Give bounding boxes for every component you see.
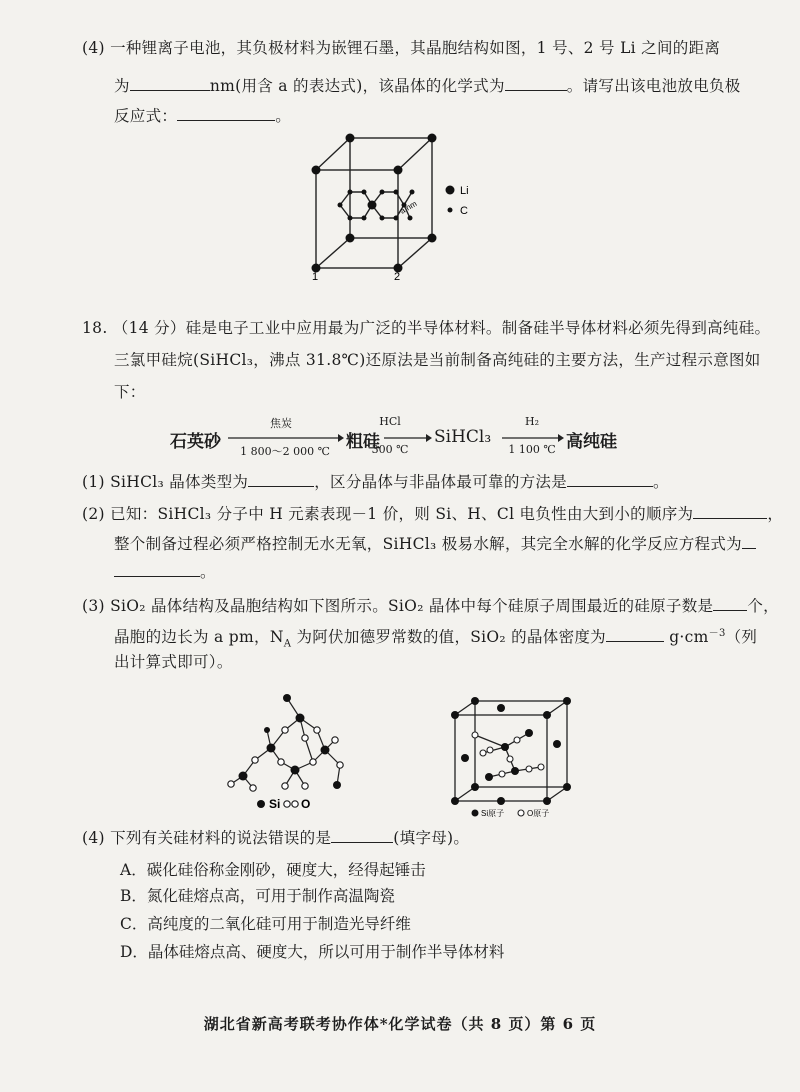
- option-b: [120, 886, 395, 906]
- option-b-text: B．氮化硅熔点高，可用于制作高温陶瓷: [120, 887, 395, 905]
- o-atom-legend-icon: [518, 810, 524, 816]
- option-a-text: A．碳化硅俗称金刚砂，硬度大，经得起锤击: [120, 861, 426, 879]
- li-graphite-unit-cell-figure: [300, 130, 500, 280]
- legend-si-label: Si: [269, 797, 281, 811]
- flow-condition-bottom: 1 800～2 000 ℃: [240, 445, 330, 458]
- arrow-icon: [502, 433, 564, 443]
- o-legend-icon: [292, 801, 298, 807]
- q17-4-text: (4) 一种锂离子电池，其负极材料为嵌锂石墨，其晶胞结构如图，1 号、2 号 Li 之间的距离: [82, 39, 721, 57]
- answer-blank[interactable]: [114, 562, 200, 577]
- answer-blank[interactable]: [331, 828, 393, 843]
- q18-3-text: g·cm: [663, 628, 709, 647]
- q18-3-text: 为阿伏加德罗常数的值，SiO₂ 的晶体密度为: [291, 628, 606, 647]
- legend-o-atom-label: O原子: [527, 809, 550, 818]
- q18-2-line3: [114, 562, 216, 582]
- arrow-icon: [228, 433, 344, 443]
- sio2-unit-cell-figure: [445, 695, 580, 820]
- q18-3-text: 晶胞的边长为 a pm，N: [114, 628, 284, 647]
- option-c-text: C．高纯度的二氧化硅可用于制造光导纤维: [120, 915, 411, 933]
- q17-4-line1: [82, 38, 720, 58]
- answer-blank[interactable]: [248, 472, 314, 487]
- option-d-text: D．晶体硅熔点高、硬度大，所以可用于制作半导体材料: [120, 943, 505, 961]
- flow-condition-bottom: 300 ℃: [371, 443, 409, 456]
- legend-o-label: O: [301, 797, 311, 811]
- answer-blank[interactable]: [567, 472, 653, 487]
- q17-4-line2: [114, 76, 741, 96]
- q18-2-text: ，: [767, 505, 784, 523]
- page-footer: 湖北省新高考联考协作体*化学试卷（共 8 页）第 6 页: [203, 1015, 597, 1033]
- si-legend-icon: [257, 800, 265, 808]
- option-c: [120, 914, 411, 934]
- q18-1-text: ，区分晶体与非晶体最可靠的方法是: [314, 473, 568, 491]
- q18-4-text: (填字母)。: [393, 829, 470, 847]
- q18-text: 18. （14 分）硅是电子工业中应用最为广泛的半导体材料。制备硅半导体材料必须先得到高纯硅。: [82, 319, 771, 337]
- c-legend-icon: [448, 208, 453, 213]
- q18-intro-line1: [82, 318, 770, 338]
- q17-4-text: nm(用含 a 的表达式)，该晶体的化学式为: [209, 77, 505, 95]
- answer-blank[interactable]: [177, 106, 275, 121]
- sio2-structure-figure: [225, 690, 375, 818]
- si-atom-legend-icon: [472, 810, 479, 817]
- legend-si-atom-label: Si原子: [481, 809, 505, 818]
- q17-4-text: 为: [114, 77, 130, 95]
- q18-3-line2: [114, 624, 757, 654]
- flow-condition-bottom: 1 100 ℃: [508, 443, 556, 456]
- q18-2-text: 。: [200, 563, 216, 581]
- answer-blank[interactable]: [130, 76, 210, 91]
- flow-condition-top: H₂: [524, 415, 539, 428]
- flow-node-sihcl3: SiHCl₃: [434, 427, 492, 447]
- flow-node-crude-silicon: 粗硅: [346, 432, 380, 452]
- flow-node-quartz-sand: 石英砂: [170, 432, 221, 452]
- distance-label: a nm: [398, 199, 419, 216]
- q18-1-text: (1) SiHCl₃ 晶体类型为: [82, 473, 249, 491]
- q18-3-superscript: －3: [708, 628, 726, 639]
- q18-3-subscript: A: [283, 638, 292, 650]
- flow-condition-top: 焦炭: [270, 417, 292, 430]
- q18-1: [82, 472, 669, 492]
- q18-text: 三氯甲硅烷(SiHCl₃，沸点 31.8℃)还原法是当前制备高纯硅的主要方法，生产过程示意图如: [114, 351, 761, 369]
- q18-2-line2: [114, 534, 756, 554]
- q17-4-line3: [114, 106, 291, 126]
- flow-node-pure-silicon: 高纯硅: [566, 432, 617, 452]
- q18-3-text: 出计算式即可）。: [114, 653, 233, 671]
- answer-blank[interactable]: [505, 76, 567, 91]
- q18-3-text: 个，: [747, 597, 779, 615]
- li-legend-icon: [446, 186, 455, 195]
- q18-2-line1: [82, 504, 783, 524]
- q18-intro-line2: [114, 350, 761, 370]
- q18-text: 下：: [114, 383, 146, 401]
- answer-blank[interactable]: [713, 596, 747, 611]
- process-flow: [170, 415, 650, 465]
- answer-blank[interactable]: [742, 534, 756, 549]
- o-legend-icon: [284, 801, 290, 807]
- q18-4-stem: [82, 828, 469, 848]
- q18-3-line1: [82, 596, 779, 616]
- flow-condition-top: HCl: [379, 415, 401, 428]
- arrow-icon: [384, 433, 432, 443]
- q18-3-text: (3) SiO₂ 晶体结构及晶胞结构如下图所示。SiO₂ 晶体中每个硅原子周围最近的硅原子数是: [82, 597, 714, 615]
- q18-intro-line3: [114, 382, 146, 402]
- q17-4-text: 。: [275, 107, 292, 125]
- q18-3-text: （列: [725, 628, 758, 647]
- q18-2-text: (2) 已知：SiHCl₃ 分子中 H 元素表现－1 价，则 Si、H、Cl 电负性由大到小的顺序为: [82, 505, 694, 523]
- option-d: [120, 942, 504, 962]
- answer-blank[interactable]: [606, 627, 664, 642]
- q17-4-text: 。请写出该电池放电负极: [566, 77, 741, 95]
- q18-2-text: 整个制备过程必须严格控制无水无氧，SiHCl₃ 极易水解，其完全水解的化学反应方程式为: [114, 535, 742, 553]
- atom-label-1: 1: [312, 271, 319, 280]
- atom-label-2: 2: [394, 271, 401, 280]
- option-a: [120, 860, 426, 880]
- legend-c-label: C: [460, 205, 468, 217]
- q18-4-text: (4) 下列有关硅材料的说法错误的是: [82, 829, 332, 847]
- q18-3-line3: [114, 652, 233, 672]
- q17-4-text: 反应式：: [114, 107, 178, 125]
- legend-li-label: Li: [460, 185, 469, 197]
- q18-1-text: 。: [653, 473, 669, 491]
- answer-blank[interactable]: [693, 504, 767, 519]
